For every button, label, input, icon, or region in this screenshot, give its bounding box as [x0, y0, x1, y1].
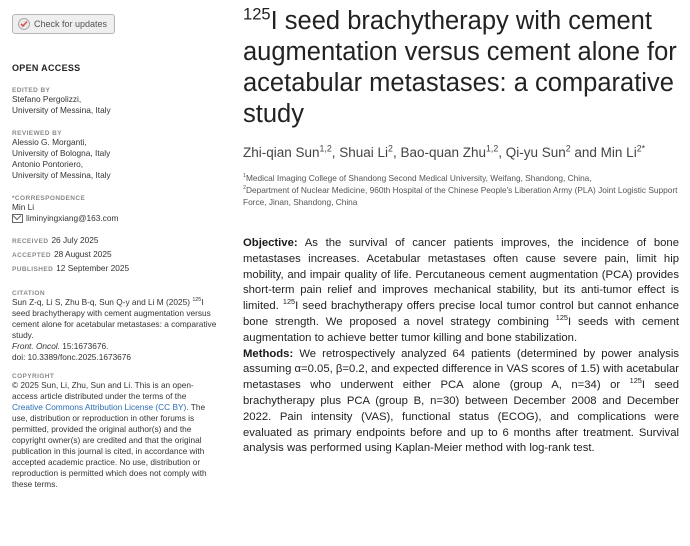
reviewer-name: Alessio G. Morganti,: [12, 137, 87, 147]
author-separator: ,: [498, 145, 506, 160]
received-date: 26 July 2025: [51, 235, 99, 245]
citation-volume: 15:1673676.: [59, 341, 109, 351]
affiliation-number: 2: [243, 185, 246, 192]
check-for-updates-button[interactable]: [12, 14, 115, 34]
published-date-row: [12, 262, 217, 276]
accepted-date-row: [12, 248, 217, 262]
title-superscript: 125: [243, 4, 271, 24]
copyright-text: [12, 380, 217, 490]
author-list: [243, 142, 679, 164]
author-separator: ,: [392, 145, 401, 160]
article-main: [243, 6, 679, 457]
citation-doi[interactable]: doi: 10.3389/fonc.2025.1673676: [12, 352, 132, 362]
correspondence-email[interactable]: liminyingxiang@163.com: [26, 213, 119, 223]
objective-text: I seed brachytherapy offers precise local tumor control but cannot enhance bone strength. We proposed a novel strategy combining: [243, 300, 680, 328]
author-affil-sup: 1,2: [486, 143, 499, 154]
correspondence-name: Min Li: [12, 202, 35, 212]
editor-affiliation: University of Messina, Italy: [12, 105, 111, 115]
author-separator: ,: [331, 145, 340, 160]
cc-by-license-link[interactable]: Creative Commons Attribution License (CC BY): [12, 402, 187, 412]
author-affil-sup: 2: [388, 143, 393, 154]
objective-text: I seeds with cement augmentation to achieve better tumor killing and bone stabilization.: [243, 315, 679, 344]
affiliation-1: Medical Imaging College of Shandong Second Medical University, Weifang, Shandong, China,: [246, 173, 592, 183]
article-sidebar: [12, 14, 217, 490]
author-affil-sup: 2*: [636, 143, 645, 154]
citation-journal: Front. Oncol.: [12, 341, 60, 351]
article-dates: [12, 234, 217, 276]
mail-icon: [12, 214, 23, 223]
crossmark-icon: [18, 18, 30, 30]
methods-heading: Methods:: [243, 347, 294, 360]
accepted-label: ACCEPTED: [12, 252, 51, 259]
reviewer-name: Antonio Pontoriero,: [12, 159, 84, 169]
author-name[interactable]: Qi-yu Sun: [505, 145, 566, 160]
author-affil-sup: 1,2: [319, 143, 332, 154]
affiliation-number: 1: [243, 173, 246, 180]
edited-by-label: EDITED BY: [12, 87, 51, 94]
citation-text: [12, 297, 217, 363]
open-access-label: OPEN ACCESS: [12, 63, 81, 73]
author-name[interactable]: Zhi-qian Sun: [243, 145, 320, 160]
copyright-intro: © 2025 Sun, Li, Zhu, Sun and Li. This is an open-access article distributed under the terms of the: [12, 380, 194, 401]
methods-text: We retrospectively analyzed 64 patients (determined by power analysis assuming α=0.05, β=0.2, and expected difference in VAS scores of 1.5) with acetabular metastases who underwent either PCA alone (group A, n=34) or: [243, 347, 679, 392]
accepted-date: 28 August 2025: [53, 249, 112, 259]
citation-authors: Sun Z-q, Li S, Zhu B-q, Sun Q-y and Li M (2025): [12, 297, 193, 307]
isotope-superscript: 125: [555, 313, 568, 323]
author-name[interactable]: Shuai Li: [339, 145, 389, 160]
author-name[interactable]: Bao-quan Zhu: [400, 145, 487, 160]
title-text: I seed brachytherapy with cement augmentation versus cement alone for acetabular metastases: a comparative study: [243, 7, 677, 128]
received-label: RECEIVED: [12, 238, 49, 245]
affiliations: [243, 172, 679, 208]
copyright-terms: . The use, distribution or reproduction in other forums is permitted, provided the original author(s) and the copyright owner(s) are credited and that the original publication in this journal is cited, in accordance with accepted academic practice. No use, distribution or reproduction is permitted which does not comply with these terms.: [12, 402, 207, 489]
citation-title: I seed brachytherapy with cement augmentation versus cement alone for acetabular metastases: a comparative study.: [12, 297, 217, 340]
reviewer-affiliation: University of Bologna, Italy: [12, 148, 111, 158]
isotope-superscript: 125: [629, 376, 642, 386]
correspondence-label: *CORRESPONDENCE: [12, 195, 86, 202]
reviewer-affiliation: University of Messina, Italy: [12, 170, 111, 180]
isotope-superscript: 125: [282, 297, 296, 307]
author-name[interactable]: and Min Li: [574, 145, 637, 160]
objective-text: As the survival of cancer patients improves, the incidence of bone metastases increases. Acetabular metastases often cause severe pain, limit hip mobility, and impair quality of life. Percutaneous cement augmentation (PCA) provides short-term pain relief and improves mechanical stability, but its anti-tumor effect is limited.: [243, 237, 679, 313]
received-date-row: [12, 234, 217, 248]
published-date: 12 September 2025: [56, 263, 130, 273]
affiliation-2: Department of Nuclear Medicine, 960th Hospital of the Chinese People's Liberation Army (PLA) Joint Logistic Support Force, Jinan, Shandong, China: [243, 185, 678, 207]
reviewed-by-label: REVIEWED BY: [12, 130, 62, 137]
citation-label: CITATION: [12, 290, 45, 297]
correspondence-email-row[interactable]: [12, 213, 217, 224]
methods-text: I seed brachytherapy plus PCA (group B, n=30) between December 2008 and December 2022. Pain intensity (VAS), functional status (ECOG), and complications were evaluated as primary endpoints before and up to 6 months after treatment. Survival analysis was performed using Kaplan-Meier method with log-rank test.: [243, 379, 680, 455]
editor-name: Stefano Pergolizzi,: [12, 94, 82, 104]
objective-heading: Objective:: [243, 237, 298, 249]
citation-superscript: 125: [192, 297, 202, 304]
author-affil-sup: 2: [565, 143, 571, 154]
copyright-label: COPYRIGHT: [12, 373, 55, 380]
check-for-updates-label: Check for updates: [34, 19, 108, 29]
abstract: [243, 236, 679, 457]
article-title: [243, 6, 679, 130]
published-label: PUBLISHED: [12, 266, 54, 273]
